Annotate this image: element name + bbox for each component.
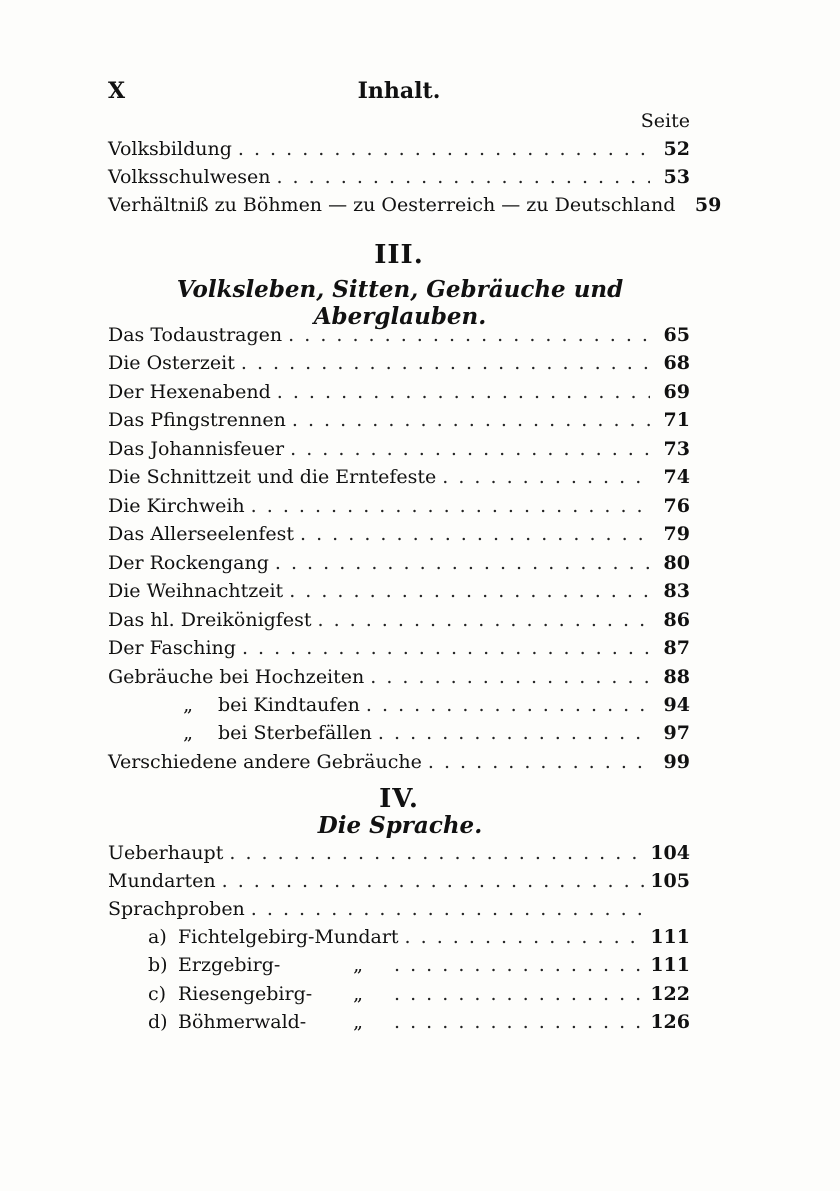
toc-entry: Das hl. Dreikönigfest . . . 86 (108, 609, 690, 635)
ditto-mark: „ (353, 1011, 363, 1033)
toc-entry: Der Rockengang . . . 80 (108, 552, 690, 578)
leader-dots (242, 637, 650, 659)
ditto-mark: „ (183, 694, 193, 716)
running-title: Inhalt. (357, 78, 441, 104)
toc-sample-entry: d) Böhmerwald- „ . . . 126 (108, 1011, 690, 1037)
page-column-label: Seite (640, 110, 690, 132)
leader-dots (394, 983, 644, 1005)
page-header (108, 78, 690, 108)
leader-dots (378, 722, 650, 744)
leader-dots (442, 466, 650, 488)
ditto-mark: „ (183, 722, 193, 744)
toc-sample-entry: b) Erzgebirg- „ . . . 111 (108, 954, 690, 980)
leader-dots (300, 523, 650, 545)
toc-entry: Das Pfingstrennen . . . 71 (108, 409, 690, 435)
leader-dots (394, 954, 644, 976)
toc-entry: Sprachproben . . . (108, 898, 690, 924)
leader-dots (238, 138, 650, 160)
leader-dots (275, 552, 650, 574)
toc-subentry: „ bei Kindtaufen . . . 94 (108, 694, 690, 720)
leader-dots (405, 926, 645, 948)
ditto-mark: „ (353, 983, 363, 1005)
leader-dots (222, 870, 645, 892)
leader-dots (241, 352, 650, 374)
toc-entry: Volksschulwesen . . . 53 (108, 166, 690, 192)
toc-sample-entry: c) Riesengebirg- „ . . . 122 (108, 983, 690, 1009)
toc-entry: Mundarten . . . 105 (108, 870, 690, 896)
leader-dots (394, 1011, 644, 1033)
toc-entry: Verschiedene andere Gebräuche . . . 99 (108, 751, 690, 777)
toc-subentry: „ bei Sterbefällen . . . 97 (108, 722, 690, 748)
toc-sample-entry: a) Fichtelgebirg-Mundart . . . 111 (108, 926, 690, 952)
leader-dots (276, 166, 650, 188)
leader-dots (251, 495, 650, 517)
toc-entry: Der Fasching . . . 87 (108, 637, 690, 663)
leader-dots (366, 694, 650, 716)
leader-dots (288, 324, 650, 346)
toc-entry: Verhältniß zu Böhmen — zu Oesterreich — zu Deutschland 59 (108, 194, 722, 216)
toc-entry: Ueberhaupt . . . 104 (108, 842, 690, 868)
section-title: Volksleben, Sitten, Gebräuche und Aberglauben. (176, 276, 624, 330)
toc-entry: Die Kirchweih . . . 76 (108, 495, 690, 521)
leader-dots (251, 898, 650, 920)
toc-entry: Der Hexenabend . . . 69 (108, 381, 690, 407)
toc-entry: Die Osterzeit . . . 68 (108, 352, 690, 378)
toc-entry: Die Weihnachtzeit . . . 83 (108, 580, 690, 606)
toc-entry: Das Allerseelenfest . . . 79 (108, 523, 690, 549)
leader-dots (289, 580, 650, 602)
leader-dots (428, 751, 650, 773)
toc-entry: Volksbildung . . . 52 (108, 138, 690, 164)
folio-number: X (108, 78, 126, 104)
leader-dots (290, 438, 650, 460)
toc-entry: Das Todaustragen . . . 65 (108, 324, 690, 350)
toc-entry: Gebräuche bei Hochzeiten . . . 88 (108, 666, 690, 692)
section-number: III. (374, 240, 424, 270)
leader-dots (292, 409, 650, 431)
leader-dots (317, 609, 650, 631)
toc-entry: Das Johannisfeuer . . . 73 (108, 438, 690, 464)
ditto-mark: „ (353, 954, 363, 976)
leader-dots (229, 842, 644, 864)
leader-dots (370, 666, 650, 688)
section-number: IV. (379, 784, 419, 814)
leader-dots (277, 381, 650, 403)
toc-entry: Die Schnittzeit und die Erntefeste . . . 74 (108, 466, 690, 492)
section-title: Die Sprache. (317, 812, 483, 839)
